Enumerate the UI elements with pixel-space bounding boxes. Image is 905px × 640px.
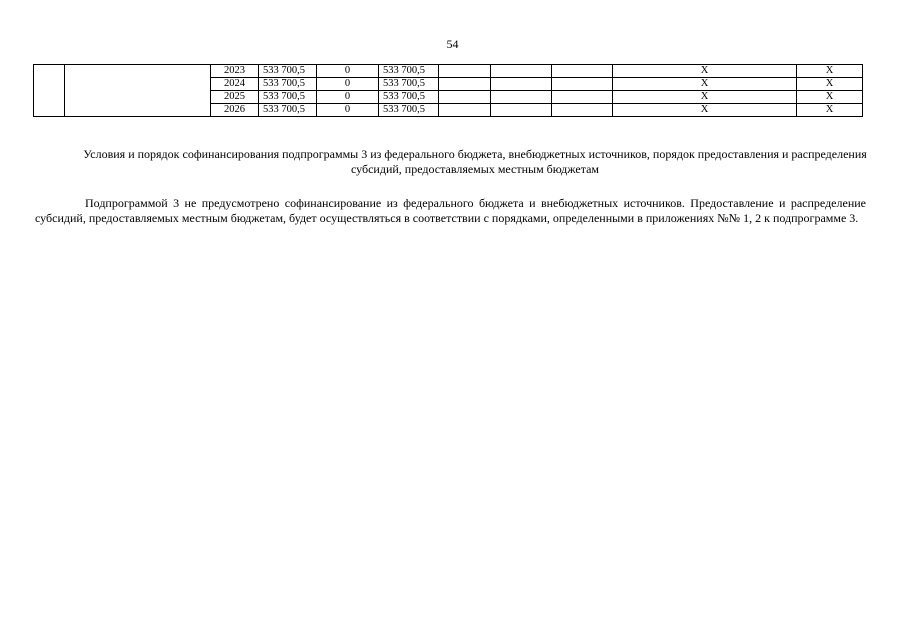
table-cell-col8: X xyxy=(613,91,797,104)
table-cell-federal: 0 xyxy=(317,91,379,104)
table-cell-col6 xyxy=(491,78,552,91)
table-cell-col8: X xyxy=(613,78,797,91)
table-cell-federal: 0 xyxy=(317,78,379,91)
table-cell-col7 xyxy=(552,104,613,117)
table-cell-col6 xyxy=(491,65,552,78)
table-cell-regional: 533 700,5 xyxy=(379,104,439,117)
table-cell-blank-2 xyxy=(65,65,211,117)
table-cell-col7 xyxy=(552,91,613,104)
table-cell-total: 533 700,5 xyxy=(259,78,317,91)
table-cell-col9: X xyxy=(797,65,863,78)
table-cell-col9: X xyxy=(797,91,863,104)
table-row xyxy=(34,65,863,78)
table-cell-federal: 0 xyxy=(317,104,379,117)
table-cell-col7 xyxy=(552,78,613,91)
table-cell-col5 xyxy=(439,91,491,104)
table-cell-col8: X xyxy=(613,65,797,78)
table-cell-regional: 533 700,5 xyxy=(379,78,439,91)
table-cell-year: 2026 xyxy=(211,104,259,117)
table-cell-col8: X xyxy=(613,104,797,117)
table-cell-federal: 0 xyxy=(317,65,379,78)
table-cell-col5 xyxy=(439,104,491,117)
table-cell-col5 xyxy=(439,78,491,91)
table-cell-blank-1 xyxy=(34,65,65,117)
table-cell-col9: X xyxy=(797,104,863,117)
table-cell-regional: 533 700,5 xyxy=(379,65,439,78)
table-cell-year: 2023 xyxy=(211,65,259,78)
table-cell-col5 xyxy=(439,65,491,78)
table-cell-col7 xyxy=(552,65,613,78)
table-cell-col9: X xyxy=(797,78,863,91)
page-number: 54 xyxy=(446,37,459,51)
section-heading: Условия и порядок софинансирования подпрограммы 3 из федерального бюджета, внебюджетных источников, порядок предоставления и распределения субсидий, предоставляемых местным бюджетам xyxy=(83,147,867,176)
table-cell-regional: 533 700,5 xyxy=(379,91,439,104)
table-cell-col6 xyxy=(491,91,552,104)
body-paragraph: Подпрограммой 3 не предусмотрено софинансирование из федерального бюджета и внебюджетных источников. Предоставление и распределение субсидий, предоставляемых местным бюджетам, будет осуществляться в соответствии с порядками, определенными в приложениях №№ 1, 2 к подпрограмме 3. xyxy=(35,196,866,225)
budget-table xyxy=(33,64,863,117)
table-cell-total: 533 700,5 xyxy=(259,91,317,104)
table-cell-col6 xyxy=(491,104,552,117)
table-cell-year: 2025 xyxy=(211,91,259,104)
table-cell-total: 533 700,5 xyxy=(259,65,317,78)
table-cell-total: 533 700,5 xyxy=(259,104,317,117)
table-cell-year: 2024 xyxy=(211,78,259,91)
